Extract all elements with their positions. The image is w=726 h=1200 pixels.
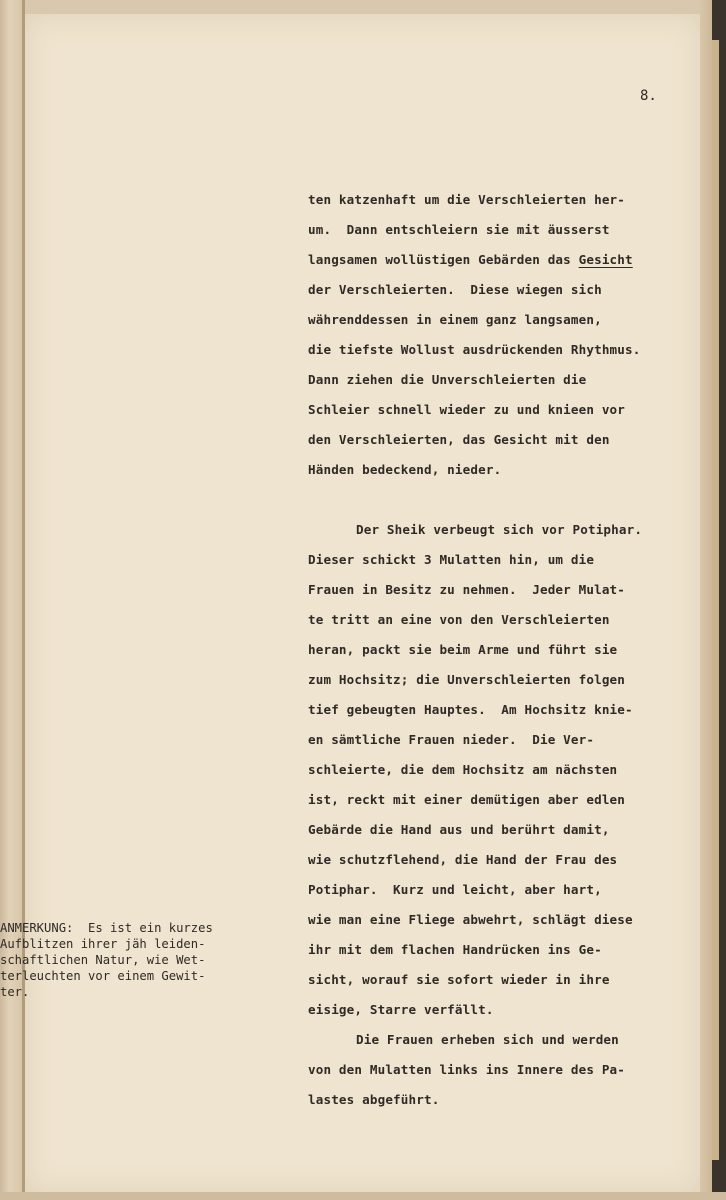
text-line: schleierte, die dem Hochsitz am nächsten <box>308 762 618 777</box>
paper-sheet <box>25 14 701 1194</box>
text-line: Potiphar. Kurz und leicht, aber hart, <box>308 882 602 897</box>
note-line: terleuchten vor einem Gewit- <box>0 969 206 983</box>
note-line: Aufblitzen ihrer jäh leiden- <box>0 937 206 951</box>
text-line: tief gebeugten Hauptes. Am Hochsitz knie- <box>308 702 633 717</box>
text-line: ist, reckt mit einer demütigen aber edlen <box>308 792 626 807</box>
text-line: währenddessen in einem ganz langsamen, <box>308 312 602 327</box>
text-line: Händen bedeckend, nieder. <box>308 462 502 477</box>
text-line: Dieser schickt 3 Mulatten hin, um die <box>308 552 595 567</box>
page-number: 8. <box>640 88 657 104</box>
text-line: wie schutzflehend, die Hand der Frau des <box>308 852 618 867</box>
scan-frame-left <box>0 0 24 1200</box>
text-line: lastes abgeführt. <box>308 1092 440 1107</box>
scan-frame-bottom <box>0 1192 726 1200</box>
margin-note <box>0 920 280 1000</box>
text-line-with-underline <box>308 252 633 267</box>
text-line: Schleier schnell wieder zu und knieen vor <box>308 402 626 417</box>
text-line: eisige, Starre verfällt. <box>308 1002 494 1017</box>
text-line: ihr mit dem flachen Handrücken ins Ge- <box>308 942 602 957</box>
note-line: ter. <box>0 985 30 999</box>
text-line: Frauen in Besitz zu nehmen. Jeder Mulat- <box>308 582 626 597</box>
text-line: en sämtliche Frauen nieder. Die Ver- <box>308 732 595 747</box>
text-line: um. Dann entschleiern sie mit äusserst <box>308 222 610 237</box>
text-line: wie man eine Fliege abwehrt, schlägt diese <box>308 912 633 927</box>
text-line: te tritt an eine von den Verschleierten <box>308 612 610 627</box>
text-line: den Verschleierten, das Gesicht mit den <box>308 432 610 447</box>
text-segment: langsamen wollüstigen Gebärden das <box>308 252 579 267</box>
text-line: von den Mulatten links ins Innere des Pa- <box>308 1062 626 1077</box>
text-line: ten katzenhaft um die Verschleierten her- <box>308 192 626 207</box>
scan-frame-top <box>0 0 726 14</box>
underlined-word: Gesicht <box>578 252 633 267</box>
text-line: die tiefste Wollust ausdrückenden Rhythmus. <box>308 342 641 357</box>
text-line: der Verschleierten. Diese wiegen sich <box>308 282 602 297</box>
text-line: heran, packt sie beim Arme und führt sie <box>308 642 618 657</box>
text-line: Die Frauen erheben sich und werden <box>356 1032 619 1047</box>
note-line: schaftlichen Natur, wie Wet- <box>0 953 206 967</box>
text-line: sicht, worauf sie sofort wieder in ihre <box>308 972 610 987</box>
next-page-edge <box>712 40 719 1160</box>
text-line: Dann ziehen die Unverschleierten die <box>308 372 587 387</box>
note-line: ANMERKUNG: Es ist ein kurzes <box>0 921 213 935</box>
text-line: Der Sheik verbeugt sich vor Potiphar. <box>356 522 643 537</box>
text-line: Gebärde die Hand aus und berührt damit, <box>308 822 610 837</box>
text-line: zum Hochsitz; die Unverschleierten folgen <box>308 672 626 687</box>
